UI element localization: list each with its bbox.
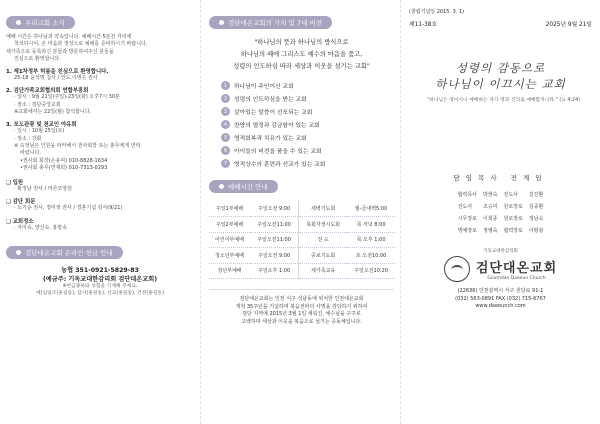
motto-reference: "하나님은 영이시니 예배하는 자가 영과 진리로 예배할지니라." (요 4:24): [426, 98, 580, 103]
staff-row: [455, 224, 547, 236]
staff-cell: 김종환: [528, 203, 544, 210]
church-name-en: Goumdan Daeeun Church: [487, 276, 546, 281]
purpose-item: [221, 92, 394, 105]
schedule-cell: 주일오전 9:00: [250, 201, 299, 217]
schedule-cell: 주일오전11:00: [250, 217, 299, 233]
staff-cell: 협력장로: [503, 227, 523, 234]
purpose-text: 아이들의 비전을 품을 수 있는 교회: [234, 149, 322, 155]
senior-pastor: 담임목사 전계임: [453, 174, 548, 182]
vision-verse: "하나님의 뜻과 하나님의 방식으로 하나님의 때에 그리스도 예수의 마음을 품고, 성령의 인도하심 따라 세상과 이웃을 섬기는 교회": [233, 39, 370, 70]
news-item-title: ❑ 감단 회문: [6, 199, 36, 206]
schedule-cell: 중보기도회: [299, 248, 348, 264]
bullet-icon: [219, 184, 224, 189]
schedule-cell: 주일오전 9:00: [250, 248, 299, 264]
news-item-title: 1. 제1차정부 허름을 친심으로 환영합니다.: [6, 69, 109, 76]
intro-line: 착석하시어, 온 마음과 정성으로 예배를 준비하시기 바랍니다.: [14, 41, 148, 48]
news-item-line: •권사회 총무(면재희) 010-7313-0293: [20, 164, 108, 171]
news-item-line: · 장소 : 검단중앙교회: [14, 101, 61, 108]
bullet-icon: [16, 20, 21, 25]
founded-row: [409, 8, 592, 15]
staff-cell: 이희종: [483, 215, 498, 222]
purpose-item: [221, 118, 394, 131]
staff-cell: 김진환: [528, 191, 544, 198]
news-item-line: · 노기순 권사, 정미정 권사 / 결혼기념 감사(9/21): [14, 205, 123, 212]
news-item-title: ❑ 입원: [6, 180, 24, 187]
staff-cell: 정남숙: [528, 215, 544, 222]
staff-cell: 원로장로: [503, 215, 523, 222]
intro-line: 예배 시간은 하나님과 약속입니다. 예배시간 5분전 자리에: [6, 34, 132, 40]
staff-cell: 명예장로: [457, 227, 477, 234]
news-item-line: · 일시 : 9월 21일(주일)-23일(화) 오후7시 30분: [14, 94, 120, 101]
staff-row: [455, 212, 547, 224]
denomination: 기독교대한감리회: [483, 249, 518, 254]
news-item-line: · 황정남 권사 / 마른모양원: [14, 186, 72, 193]
schedule-row: [209, 217, 395, 233]
schedule-cell: 청년부예배: [209, 263, 250, 279]
account-number: 농협 351-0921-5829-83: [61, 267, 139, 275]
intro-line: 진심으로 환영합니다.: [14, 55, 61, 62]
purpose-text: 하나님이 주인이신 교회: [234, 84, 294, 90]
schedule-row: [209, 263, 395, 279]
account-note: ※헌금종류와 성함을 기재해 주세요.: [62, 284, 138, 290]
cover-column: [400, 0, 600, 424]
church-intro: 검단대온교회는 인천 서구 석남동에 위치한 인천대온교회 개척 35주년을 기념하며 복음전파의 사명을 감당하기 위하여 검단 지역에 2015년 3월 1일 세워진, 예수님을 구주로 고백하며 세상과 이웃을 복음으로 섬기는 공동체입니다.: [209, 289, 394, 326]
schedule-cell: 토 오전10:00: [347, 248, 395, 264]
news-item-title: 2. 검단가족교회협의회 연합부흥회: [6, 88, 89, 95]
schedule-cell: 목회자정시도회: [299, 217, 348, 233]
purpose-number: 3: [221, 107, 230, 116]
schedule-cell: 주일오후 1:00: [250, 263, 299, 279]
news-column: [0, 0, 200, 424]
purpose-text: 살아있는 말씀이 선포되는 교회: [234, 110, 313, 116]
purpose-text: 찬양의 열정과 감금함이 있는 교회: [234, 123, 320, 129]
schedule-row: [209, 248, 395, 264]
account-holder: (예금주: 기독교대한감리회 검단대온교회): [42, 276, 158, 284]
staff-cell: 박현숙: [483, 191, 498, 198]
news-header: 우리교회 소식: [6, 16, 75, 29]
schedule-cell: 월-금새벽5:00: [347, 201, 395, 217]
news-item-title: ❑ 교회정소: [6, 218, 34, 225]
purpose-item: [221, 131, 394, 144]
purpose-number: 5: [221, 133, 230, 142]
staff-cell: 전도사: [503, 191, 518, 198]
bullet-icon: [219, 20, 224, 25]
staff-row: [455, 188, 547, 200]
purpose-number: 6: [221, 146, 230, 155]
schedule-cell: 새벽기도회: [299, 201, 348, 217]
purpose-item: [221, 105, 394, 118]
schedule-header: 예배시간 안내: [209, 180, 278, 193]
bullet-icon: [16, 250, 21, 255]
church-address: (22636) 인천광역시 서구 원당로 91-1 (032) 563-0891 FAX (032) 715-6767 www.daeeunch.com: [409, 288, 592, 311]
purpose-item: [221, 144, 394, 157]
staff-cell: 원로장로: [503, 203, 523, 210]
purpose-text: 성령의 인도하심을 받는 교회: [234, 97, 307, 103]
schedule-cell: 어린이부예배: [209, 232, 250, 248]
schedule-cell: 주일1부예배: [209, 201, 250, 217]
purpose-text: 영적상수의 훈련과 선교가 있는 교회: [234, 162, 326, 168]
volume-row: [409, 19, 592, 28]
schedule-cell: 주일오전11:00: [250, 232, 299, 248]
staff-cell: 조승미: [483, 203, 498, 210]
volume-number: 제11-38호: [409, 22, 438, 28]
news-item-line: 25-18 윤석명 집사 / 인도.이명은 권사: [14, 75, 98, 82]
news-item-line: · 자미속, 양신속, 홍방속: [14, 224, 68, 231]
founded-date: (창립기념일 2015. 3. 1): [409, 9, 465, 15]
vision-header: 검단대온교회의 가치 및 7대 비전: [209, 16, 332, 29]
staff-cell: 정병숙: [483, 227, 498, 234]
account-example: 예)십일조(홍길동), 감사(홍길동), 선교(홍길동), 건전(홍길동): [36, 291, 164, 297]
staff-cell: 이평광: [528, 227, 544, 234]
news-item-line: ※ 숙정님은 인원을 파악해서 권사회장 또는 총무에게 연락: [14, 142, 141, 149]
news-item-line: 바랍니다.: [20, 150, 41, 157]
schedule-cell: 목 오후 1:00: [347, 232, 395, 248]
church-name: 검단대온교회: [475, 261, 558, 276]
purpose-number: 1: [221, 81, 230, 90]
news-item-title: 3. 포도관광 및 천교인 야유회: [6, 122, 77, 129]
schedule-cell: 청소년부예배: [209, 248, 250, 264]
bulletin-date: 2025년 9월 21일: [545, 22, 592, 28]
schedule-cell: 목 저녁 8:00: [347, 217, 395, 233]
staff-cell: 전도사: [457, 203, 473, 210]
church-logo: [409, 256, 592, 282]
schedule-row: [209, 232, 395, 248]
purpose-number: 4: [221, 120, 230, 129]
vision-column: [200, 0, 400, 424]
church-website[interactable]: www.daeeunch.com: [475, 303, 526, 309]
news-item-line: ※교회에서는 22일(월) 참석합니다.: [14, 109, 92, 116]
staff-table: [455, 188, 547, 236]
staff-row: [455, 200, 547, 212]
schedule-row: [209, 201, 395, 217]
purpose-number: 2: [221, 94, 230, 103]
purpose-number: 7: [221, 159, 230, 168]
staff-cell: 시무장로: [457, 215, 477, 222]
news-item-line: · 일시 : 10월 25일(토): [14, 128, 65, 135]
purpose-text: 영적회복과 치유가 있는 교회: [234, 136, 307, 142]
church-phone: (032) 563-0891 FAX (032) 715-6767: [455, 295, 546, 302]
schedule-cell: 전 도: [299, 232, 348, 248]
church-logo-icon: [444, 256, 470, 282]
purpose-list: [209, 79, 394, 170]
schedule-cell: 새가족교육: [299, 263, 348, 279]
news-item-line: •권사회 회장(손용덕) 010-8828-1634: [20, 157, 108, 164]
staff-cell: 협력목사: [457, 191, 477, 198]
schedule-table: [209, 201, 395, 279]
news-item-line: · 장소 : 강화: [14, 135, 42, 142]
schedule-cell: 주일오전10:20: [347, 263, 395, 279]
purpose-item: [221, 157, 394, 170]
purpose-item: [221, 79, 394, 92]
account-header: 검단대온교회 온라인 헌금 안내: [6, 246, 123, 259]
intro-line: 새가족으로 등록하신 분들과 방문하여주신 분들을: [6, 48, 114, 55]
schedule-cell: 주일2부예배: [209, 217, 250, 233]
motto: 성령의 감동으로 하나님이 이끄시는 교회: [435, 61, 566, 91]
